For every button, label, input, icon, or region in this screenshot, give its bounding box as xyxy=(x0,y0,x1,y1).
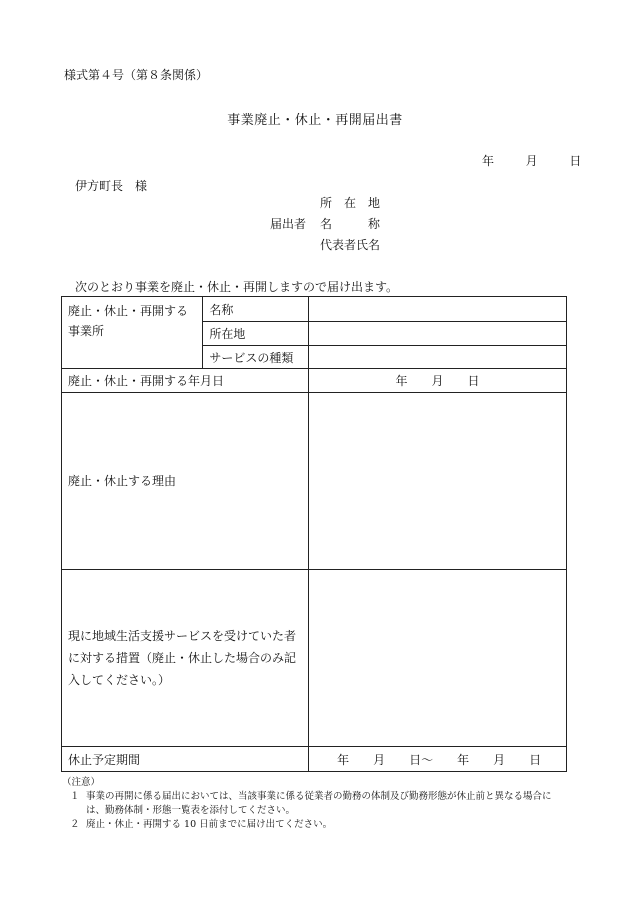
office-location-label: 所在地 xyxy=(203,322,309,346)
document-title: 事業廃止・休止・再開届出書 xyxy=(227,113,403,128)
suspension-period-field[interactable]: 年 月 日～ 年 月 日 xyxy=(309,747,567,772)
office-header: 廃止・休止・再開する事業所 xyxy=(68,304,189,338)
office-header-cell xyxy=(62,297,203,369)
note-item xyxy=(62,818,566,832)
submission-date xyxy=(482,152,581,169)
service-type-field[interactable] xyxy=(309,346,567,369)
form-number: 様式第４号（第８条関係） xyxy=(64,68,209,82)
reason-label: 廃止・休止する理由 xyxy=(62,393,309,570)
office-location-field[interactable] xyxy=(309,322,567,346)
office-name-field[interactable] xyxy=(309,297,567,322)
notes-heading: （注意） xyxy=(62,777,101,788)
addressee: 伊方町長 様 xyxy=(75,179,148,193)
notification-table xyxy=(61,296,567,772)
measures-label: 現に地域生活支援サービスを受けていた者に対する措置（廃止・休止した場合のみ記入してください。） xyxy=(62,570,309,747)
date-month: 月 xyxy=(525,154,538,168)
note-text: 事業の再開に係る届出においては、当該事業に係る従業者の勤務の体制及び勤務形態が休止前と異なる場合には、勤務体制・形態一覧表を添付してください。 xyxy=(86,791,552,816)
change-date-field[interactable]: 年 月 日 xyxy=(309,369,567,393)
date-year: 年 xyxy=(482,154,495,168)
note-number: １ xyxy=(70,791,80,802)
office-name-label: 名称 xyxy=(203,297,309,322)
note-item xyxy=(62,790,566,818)
change-date-label: 廃止・休止・再開する年月日 xyxy=(62,369,309,393)
applicant-label: 届出者 xyxy=(270,217,307,231)
applicant-representative-label: 代表者氏名 xyxy=(320,238,381,252)
service-type-label: サービスの種類 xyxy=(203,346,309,369)
reason-field[interactable] xyxy=(309,393,567,570)
note-text: 廃止・休止・再開する 10 日前までに届け出てください。 xyxy=(86,819,333,830)
notes-section xyxy=(62,776,566,832)
note-number: ２ xyxy=(70,819,80,830)
applicant-address-label: 所 在 地 xyxy=(320,196,381,210)
intro-text: 次のとおり事業を廃止・休止・再開しますので届け出ます。 xyxy=(75,280,399,294)
measures-field[interactable] xyxy=(309,570,567,747)
date-day: 日 xyxy=(569,154,582,168)
suspension-period-label: 休止予定期間 xyxy=(62,747,309,772)
applicant-name-label: 名 称 xyxy=(320,217,381,231)
